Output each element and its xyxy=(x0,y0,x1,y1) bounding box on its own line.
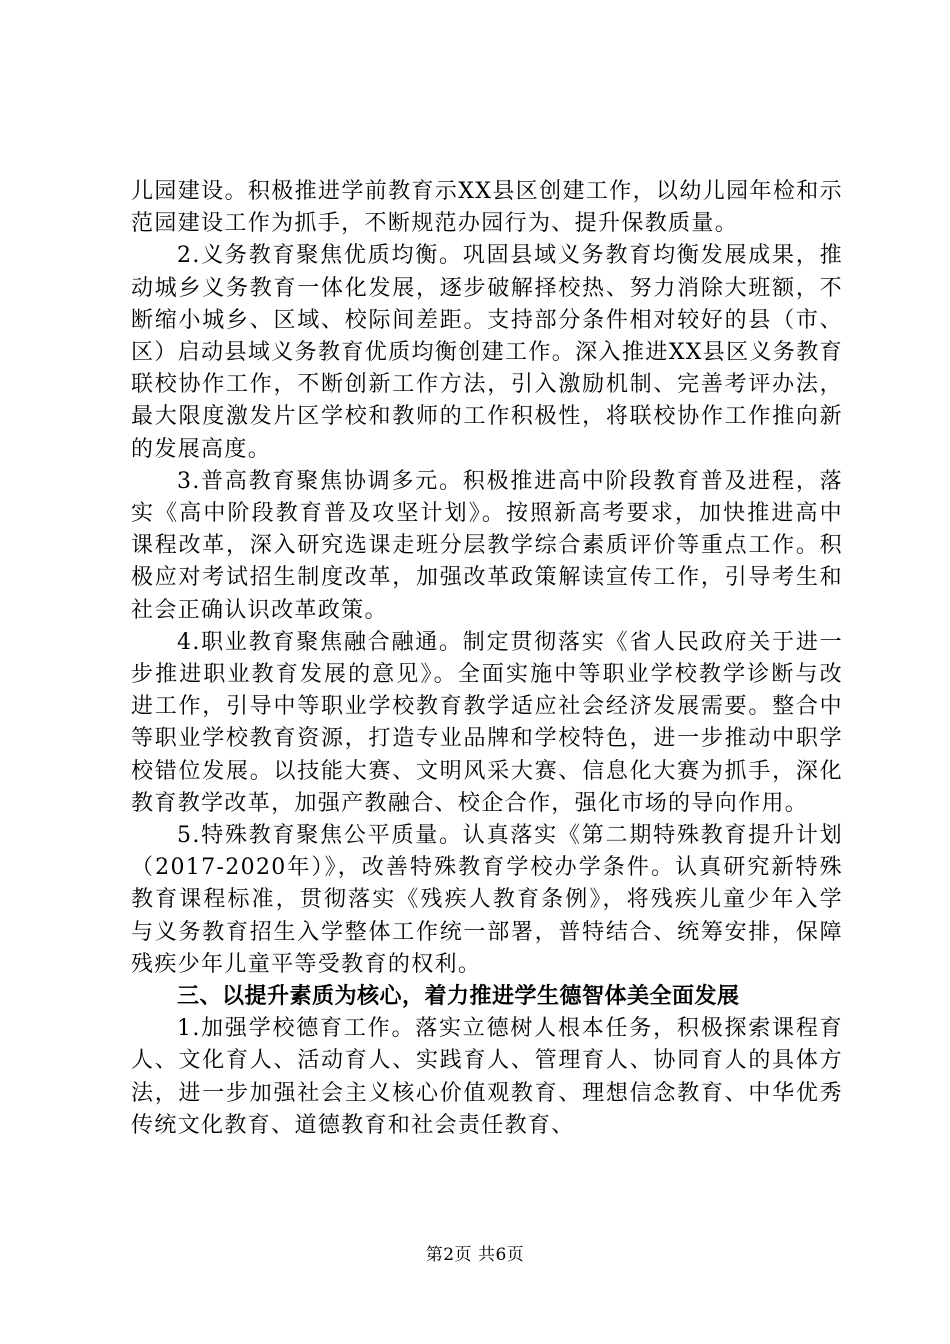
paragraph-compulsory-education: 2.义务教育聚焦优质均衡。巩固县域义务教育均衡发展成果，推动城乡义务教育一体化发展，逐步破解择校热、努力消除大班额，不断缩小城乡、区域、校际间差距。支持部分条件相对较好的县（市、区）启动县域义务教育优质均衡创建工作。深入推进XX县区义务教育联校协作工作，不断创新工作方法，引入激励机制、完善考评办法，最大限度激发片区学校和教师的工作积极性，将联校协作工作推向新的发展高度。 xyxy=(131,243,843,462)
paragraph-continuation: 儿园建设。积极推进学前教育示XX县区创建工作，以幼儿园年检和示范园建设工作为抓手，不断规范办园行为、提升保教质量。 xyxy=(131,179,843,237)
paragraph-moral-education: 1.加强学校德育工作。落实立德树人根本任务，积极探索课程育人、文化育人、活动育人、实践育人、管理育人、协同育人的具体方法，进一步加强社会主义核心价值观教育、理想信念教育、中华优秀传统文化教育、道德教育和社会责任教育、 xyxy=(131,1016,843,1138)
section-heading: 三、以提升素质为核心，着力推进学生德智体美全面发展 xyxy=(177,984,740,1010)
document-body xyxy=(131,176,843,1142)
paragraph-high-school-education: 3.普高教育聚焦协调多元。积极推进高中阶段教育普及进程，落实《高中阶段教育普及攻坚计划》。按照新高考要求，加快推进高中课程改革，深入研究选课走班分层教学综合素质评价等重点工作。积极应对考试招生制度改革，加强改革政策解读宣传工作，引导考生和社会正确认识改革政策。 xyxy=(131,468,843,623)
page-number-footer: 第2页 共6页 xyxy=(425,1245,525,1265)
paragraph-vocational-education: 4.职业教育聚焦融合融通。制定贯彻落实《省人民政府关于进一步推进职业教育发展的意见》。全面实施中等职业学校教学诊断与改进工作，引导中等职业学校教育教学适应社会经济发展需要。整合中等职业学校教育资源，打造专业品牌和学校特色，进一步推动中职学校错位发展。以技能大赛、文明风采大赛、信息化大赛为抓手，深化教育教学改革，加强产教融合、校企合作，强化市场的导向作用。 xyxy=(131,629,843,816)
paragraph-special-education: 5.特殊教育聚焦公平质量。认真落实《第二期特殊教育提升计划（2017-2020年）》，改善特殊教育学校办学条件。认真研究新特殊教育课程标准，贯彻落实《残疾人教育条例》，将残疾儿童少年入学与义务教育招生入学整体工作统一部署，普特结合、统筹安排，保障残疾少年儿童平等受教育的权利。 xyxy=(131,823,843,977)
